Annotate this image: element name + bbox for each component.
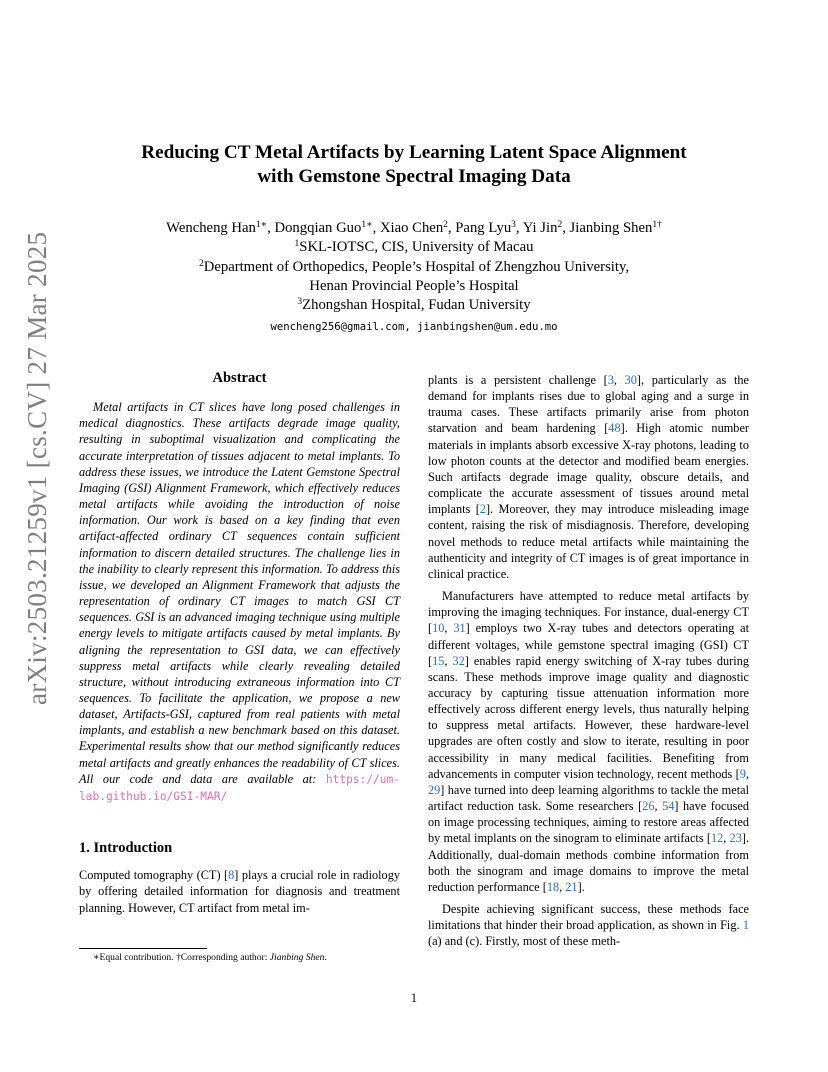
introduction-heading: 1. Introduction [79,840,173,857]
affiliation-mark: 1 [294,239,300,250]
citation-link[interactable]: 30 [624,373,637,387]
author-affiliation-mark: 2 [443,220,448,230]
citation-link[interactable]: 48 [608,421,621,436]
abstract-text [79,399,400,805]
affiliation-mark: 3 [297,297,303,308]
body-text: ], particularly as the demand for implants rises due to global aging and a surge in trauma cases. These artifacts primarily arise from photon starvation and beam hardening [ [428,373,749,436]
intro-text: Computed tomography (CT) [ [79,868,229,883]
affiliation [80,277,748,296]
author-name: Wencheng Han [166,220,256,236]
author-affiliation-mark: 2 [557,220,563,230]
arxiv-stamp: arXiv:2503.21259v1 [cs.CV] 27 Mar 2025 [22,231,52,705]
author-affiliation-mark: 1∗ [361,220,373,230]
intro-text: ] plays a crucial role in radiology by offering detailed information for diagnosis and treatment planning. However, CT artifact from metal im- [79,868,401,915]
affiliation-text: SKL-IOTSC, CIS, University of Macau [299,239,534,256]
author-affiliation-mark: 3 [511,220,516,230]
body-text: , [613,373,625,387]
body-text: , [444,621,454,636]
citation-link[interactable]: 23 [729,831,742,846]
author-list: Wencheng Han$^{1∗}$, Dongqian Guo$^{1∗}$, Xiao Chen$^2$, Pang Lyu$^3$, Yi Jin$^2$, Jianbing Shen$^{1\dagger}$ [166,220,662,236]
intro-paragraph-1 [79,867,400,915]
footnote-author: Jianbing Shen [269,952,325,963]
affiliation-text: Zhongshan Hospital, Fudan University [302,297,531,314]
citation-link[interactable]: 9 [739,766,746,781]
body-text: , [654,799,663,814]
body-text: ] enables rapid energy switching of X-ray tubes during scans. These methods improve image quality and diagnostic accuracy by capturing tissue attenuation information more effectively across different energy levels, thus naturally helping to suppress metal artifacts. However, these hardware-level upgrades are often costly and slow to iterate, resulting in poor accessibility in many medical facilities. Benefiting from advancements in computer vision technology, recent methods [ [428,653,749,781]
author-name: Xiao Chen [379,220,444,236]
author-name: Yi Jin [522,220,558,236]
body-text: , [745,766,749,781]
author-name: Dongqian Guo [274,220,362,236]
citation-link[interactable]: 18 [546,879,560,894]
citation-link[interactable]: 26 [642,799,655,814]
abstract-heading: Abstract [212,370,267,386]
body-text: ] employs two X-ray tubes and detectors operating at different voltages, while gemstone spectral imaging (GSI) CT [ [428,621,750,668]
affiliation [80,238,748,257]
citation-link[interactable]: 32 [452,653,465,668]
citation-link[interactable]: 1 [742,918,749,933]
citation-link[interactable]: 31 [453,621,466,636]
footnote-rule [79,948,207,949]
citation-link[interactable]: 8 [228,868,235,883]
intro-paragraph-3 [428,901,749,949]
footnote-text: . [324,952,327,963]
body-text: , [444,653,453,668]
affiliation [80,296,748,315]
body-text: Manufacturers have attempted to reduce metal artifacts by improving the imaging techniques. For instance, dual-energy CT [ [428,589,749,636]
body-text: ]. High atomic number materials in implants absorb excessive X-ray photons, leading to low photon counts at the detector and modified beam energies. Such artifacts degrade image quality, obscure details, and complicate the accurate assessment of tissues around metal implants [ [428,421,749,517]
citation-link[interactable]: 54 [662,799,675,814]
body-text: ]. Additionally, dual-domain methods combine information from both the sinogram and image domains to improve the metal reduction performance [ [428,831,750,894]
citation-link[interactable]: 15 [432,653,445,668]
body-text: Despite achieving significant success, these methods face limitations that hinder their broad application, as shown in Fig. [428,902,749,933]
affiliation-mark: 2 [198,258,204,269]
author-name: Jianbing Shen [569,220,653,236]
title-line-2: with Gemstone Spectral Imaging Data [257,166,571,187]
body-text: ] have focused on image processing techniques, aiming to restore areas affected by metal implants on the sinogram to eliminate artifacts [ [428,799,749,846]
author-affiliation-mark: 1∗ [255,220,268,230]
intro-paragraph-2 [428,588,749,895]
left-column [79,370,400,916]
body-text: , [559,879,566,894]
author-block [80,219,748,338]
citation-link[interactable]: 10 [432,621,445,636]
intro-paragraph-continued [428,372,749,582]
citation-link[interactable]: 12 [710,831,724,846]
code-url-link[interactable]: https://um-lab.github.io/GSI-MAR/ [79,772,400,803]
affiliation-list [80,238,748,315]
right-column [428,372,749,949]
body-text: , [723,831,730,846]
body-text: (a) and (c). Firstly, most of these meth- [428,934,621,949]
author-emails: wencheng256@gmail.com, jianbingshen@um.edu.mo [270,321,558,334]
citation-link[interactable]: 3 [607,373,614,387]
footnote-text: ∗Equal contribution. †Corresponding author: [93,952,270,963]
author-name: Pang Lyu [455,220,512,236]
affiliation-text: Department of Orthopedics, People’s Hospital of Zhengzhou University, [203,258,630,275]
body-text: plants is a persistent challenge [ [428,373,608,387]
paper-title [80,141,748,189]
citation-link[interactable]: 2 [479,502,486,517]
body-text: ] have turned into deep learning algorithms to tackle the metal artifact reduction task. Some researchers [ [428,782,749,814]
page-number: 1 [410,991,418,1005]
citation-link[interactable]: 29 [428,782,441,797]
abstract-body: Metal artifacts in CT slices have long posed challenges in medical diagnostics. These artifacts degrade image quality, resulting in suboptimal visualization and complicating the accurate interpretation of tissues adjacent to metal implants. To address these issues, we introduce the Latent Gemstone Spectral Imaging (GSI) Alignment Framework, which effectively reduces metal artifacts while avoiding the introduction of noise information. Our work is based on a key finding that even artifact-affected ordinary CT sequences contain sufficient information to discern detailed structures. The challenge lies in the inability to clearly represent this information. To address this issue, we developed an Alignment Framework that adjusts the representation of ordinary CT images to match GSI CT sequences. GSI is an advanced imaging technique using multiple energy levels to mitigate artifacts caused by metal implants. By aligning the representation to GSI data, we can effectively suppress metal artifacts while clearly revealing detailed structure, without introducing extraneous information into CT sequences. To facilitate the application, we propose a new dataset, Artifacts-GSI, captured from real patients with metal implants, and establish a new benchmark based on this dataset. Experimental results show that our method significantly reduces metal artifacts and greatly enhances the readability of CT slices. All our code and data are available at: [79,400,400,786]
citation-link[interactable]: 21 [565,879,578,894]
affiliation-text: Henan Provincial People’s Hospital [309,277,519,294]
title-line-1: Reducing CT Metal Artifacts by Learning Latent Space Alignment [141,142,687,163]
body-text: ]. Moreover, they may introduce misleading image content, raising the risk of misdiagnosis. Therefore, developing novel methods to reduce metal artifacts while maintaining the authenticity and integrity of CT images is of great importance in clinical practice. [428,502,750,581]
affiliation [80,258,748,277]
footnote [79,952,400,964]
body-text: ]. [577,879,585,894]
author-affiliation-mark: 1† [652,220,662,230]
